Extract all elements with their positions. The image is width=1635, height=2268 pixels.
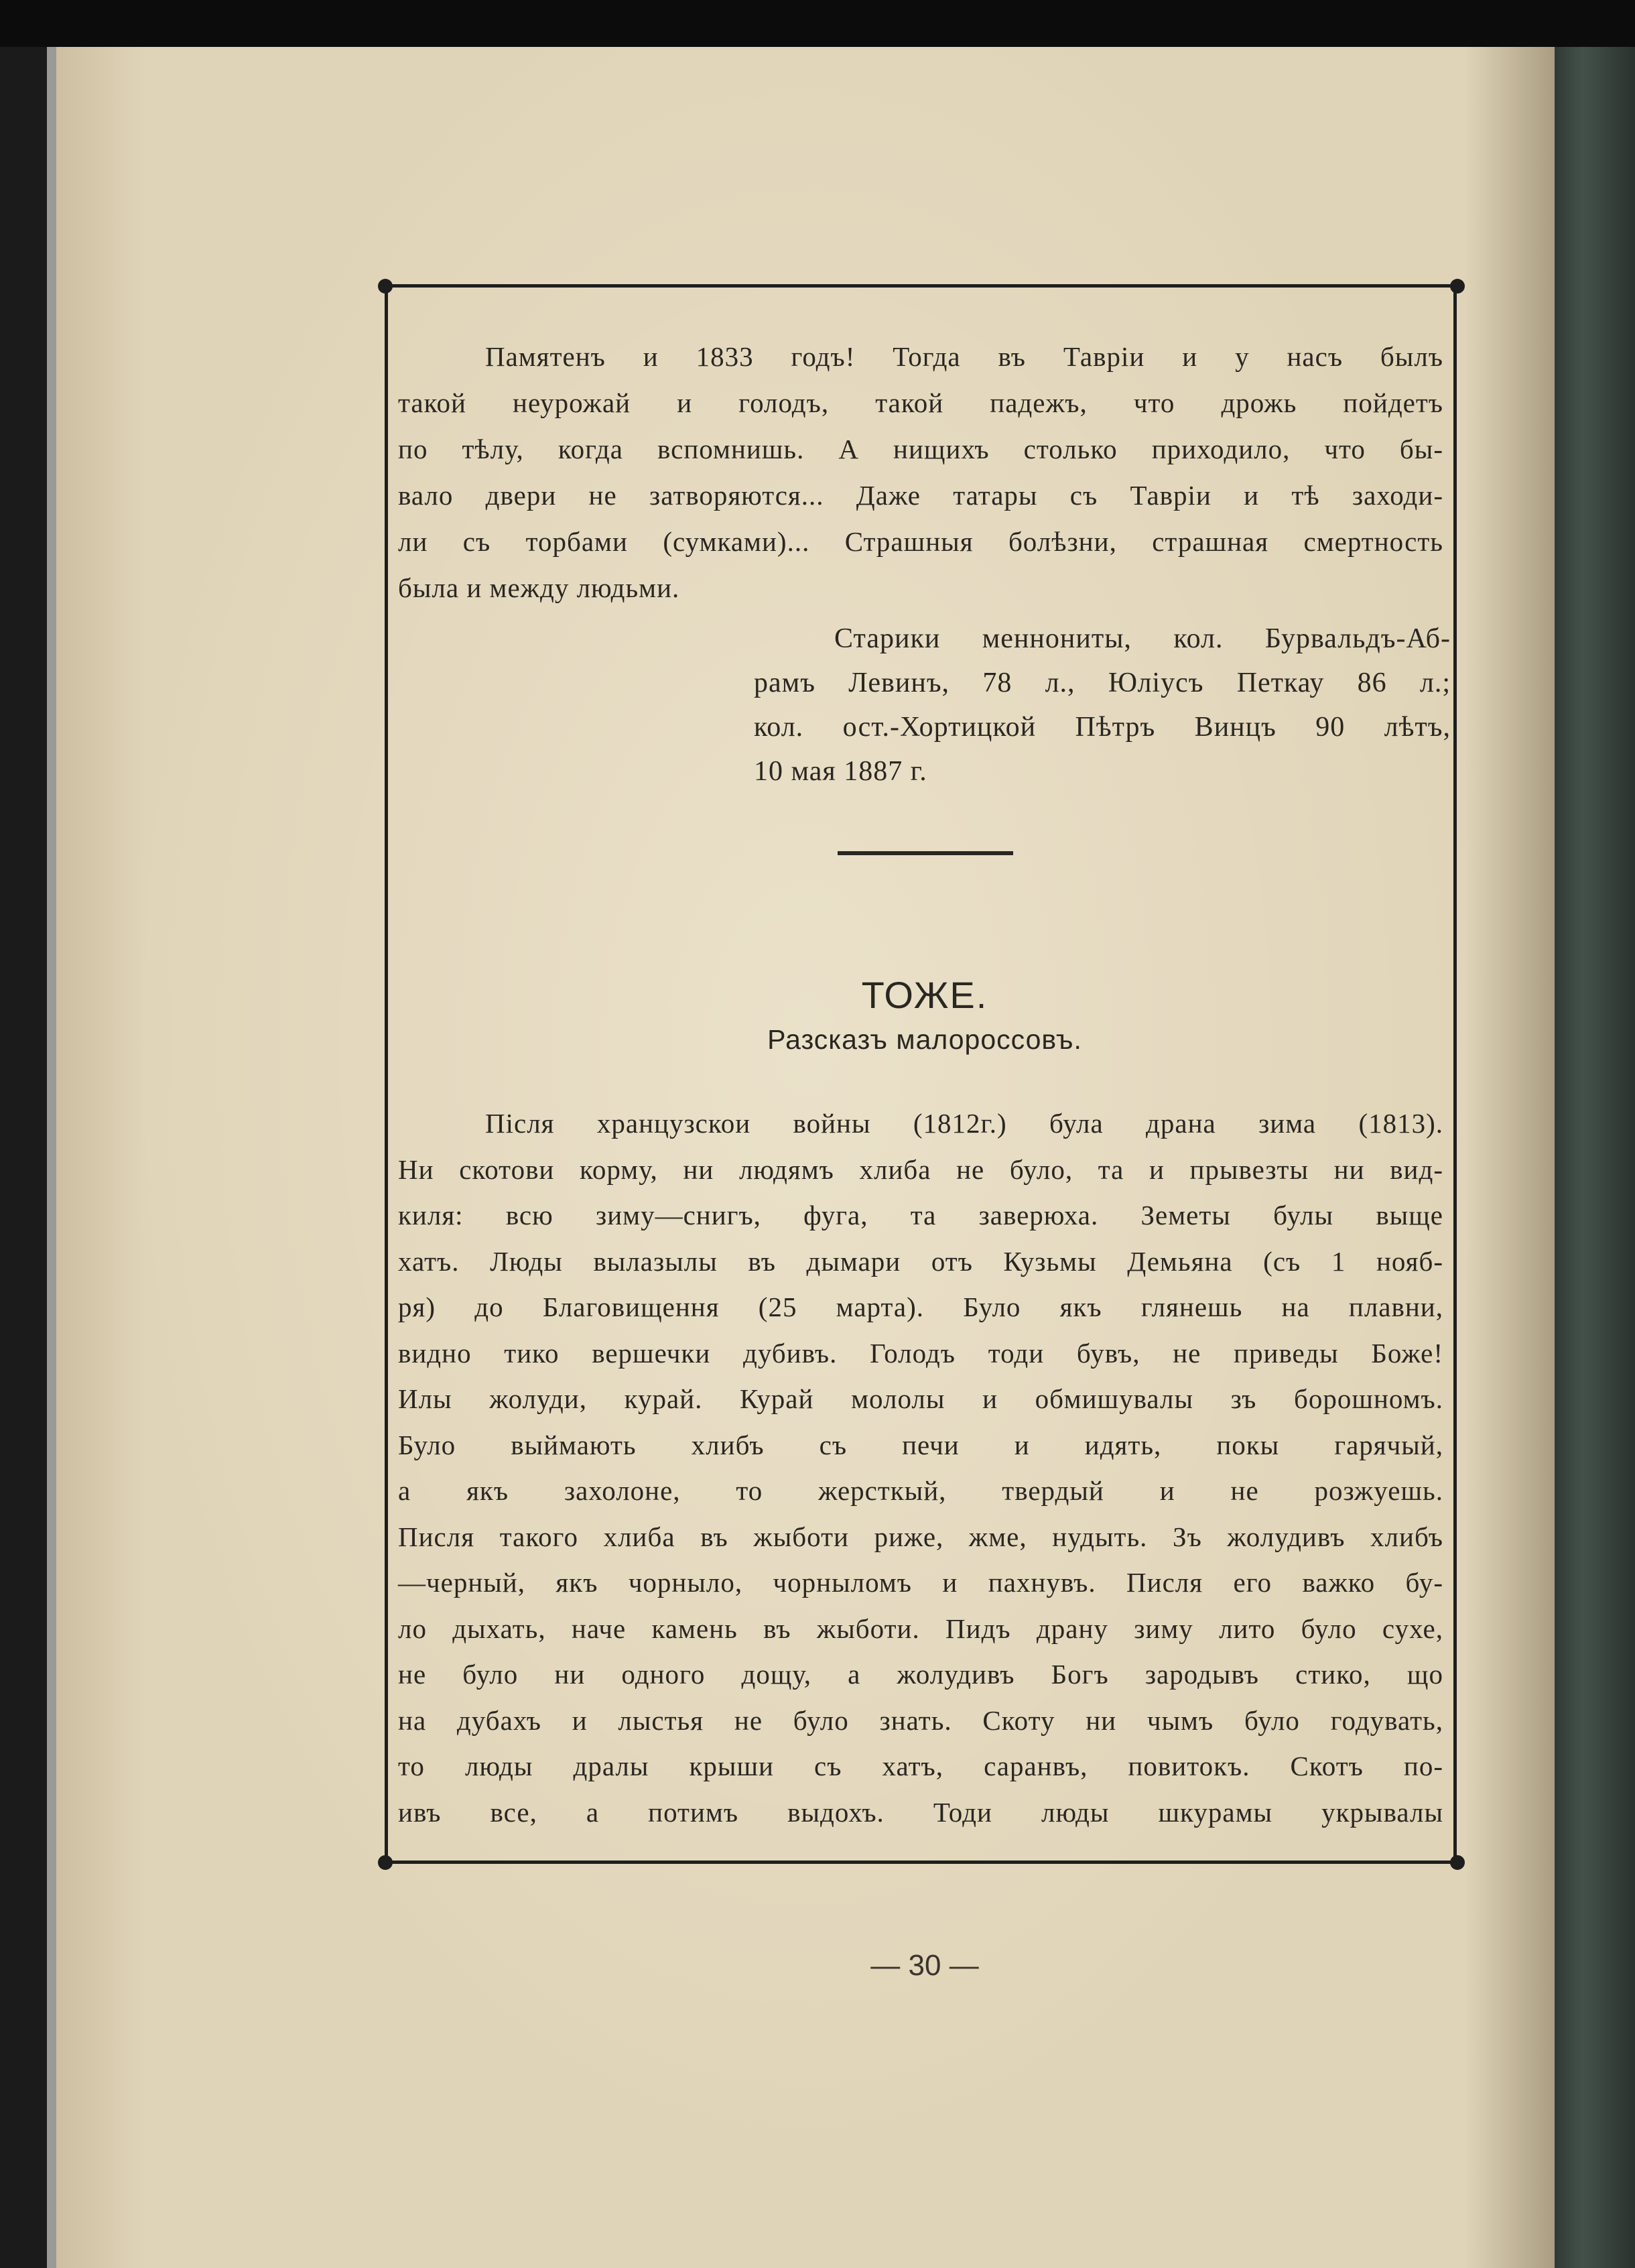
text-line: киля: всю зиму—снигъ, фуга, та заверюха. Земеты булы выще: [398, 1200, 1443, 1231]
text-line: Илы жолуди, курай. Курай мололы и обмишувалы зъ борошномъ.: [398, 1383, 1443, 1414]
section-divider: [838, 851, 1013, 855]
text-line: —черный, якъ чорныло, чорныломъ и пахнувъ. Писля его важко бу-: [398, 1567, 1443, 1598]
text-line: ря) до Благовищення (25 марта). Було якъ глянешь на плавни,: [398, 1292, 1443, 1322]
text-line: Пiсля хранцузскои войны (1812г.) була драна зима (1813).: [485, 1108, 1443, 1139]
text-line: была и между людьми.: [398, 572, 680, 603]
text-line: Було выймають хлибъ съ печи и идять, покы гарячый,: [398, 1429, 1443, 1460]
text-line: то люды дралы крыши съ хатъ, саранвъ, повитокъ. Скотъ по-: [398, 1751, 1443, 1781]
signature-line: Старики меннониты, кол. Бурвальдъ-Аб-: [834, 623, 1451, 654]
text-line: ивъ все, а потимъ выдохъ. Тоди люды шкурамы укрывалы: [398, 1796, 1443, 1828]
frame-top-rule: [385, 284, 1457, 288]
signature-line: кол. ост.-Хортицкой Пѣтръ Винцъ 90 лѣтъ,: [754, 712, 1451, 743]
section-subtitle: Разсказъ малороссовъ.: [767, 1024, 1082, 1055]
section-paragraph: [398, 1100, 1443, 1835]
signature-block: [754, 617, 1451, 794]
signature-line: 10 мая 1887 г.: [754, 756, 927, 787]
scan-background-top: [0, 0, 1635, 47]
book-cover-spine: [1555, 47, 1635, 2268]
text-line: ло дыхать, наче камень въ жыботи. Пидъ драну зиму лито було сухе,: [398, 1613, 1443, 1644]
signature-line: рамъ Левинъ, 78 л., Юліусъ Петкау 86 л.;: [754, 668, 1451, 698]
text-line: хатъ. Люды вылазылы въ дымари отъ Кузьмы Демьяна (съ 1 нояб-: [398, 1245, 1443, 1277]
section-title: ТОЖЕ.: [861, 974, 988, 1016]
text-line: ли съ торбами (сумками)... Страшныя болѣзни, страшная смертность: [398, 526, 1443, 557]
page-number: — 30 —: [870, 1949, 979, 1982]
text-line: не було ни одного дощу, а жолудивъ Богъ зародывъ стико, що: [398, 1659, 1443, 1690]
text-line: такой неурожай и голодъ, такой падежъ, что дрожь пойдетъ: [398, 387, 1443, 418]
frame-bottom-rule: [385, 1861, 1457, 1864]
frame-corner-dot: [378, 279, 393, 294]
frame-corner-dot: [378, 1855, 393, 1870]
text-line: видно тико вершечки дубивъ. Голодъ тоди бувъ, не приведы Боже!: [398, 1337, 1443, 1369]
text-line: вало двери не затворяются... Даже татары съ Тавріи и тѣ заходи-: [398, 480, 1443, 511]
text-line: по тѣлу, когда вспомнишь. А нищихъ столько приходило, что бы-: [398, 434, 1443, 464]
text-line: Памятенъ и 1833 годъ! Тогда въ Тавріи и у насъ былъ: [485, 341, 1443, 372]
text-line: на дубахъ и лыстья не було знать. Скоту ни чымъ було годувать,: [398, 1704, 1443, 1736]
text-line: а якъ захолоне, то жерсткый, твердый и не розжуешь.: [398, 1475, 1443, 1506]
frame-corner-dot: [1450, 1855, 1465, 1870]
text-line: Ни скотови корму, ни людямъ хлиба не було, та и прывезты ни вид-: [398, 1153, 1443, 1185]
first-paragraph: [398, 334, 1443, 611]
frame-corner-dot: [1450, 279, 1465, 294]
text-line: Писля такого хлиба въ жыботи риже, жме, нудыть. Зъ жолудивъ хлибъ: [398, 1521, 1443, 1552]
